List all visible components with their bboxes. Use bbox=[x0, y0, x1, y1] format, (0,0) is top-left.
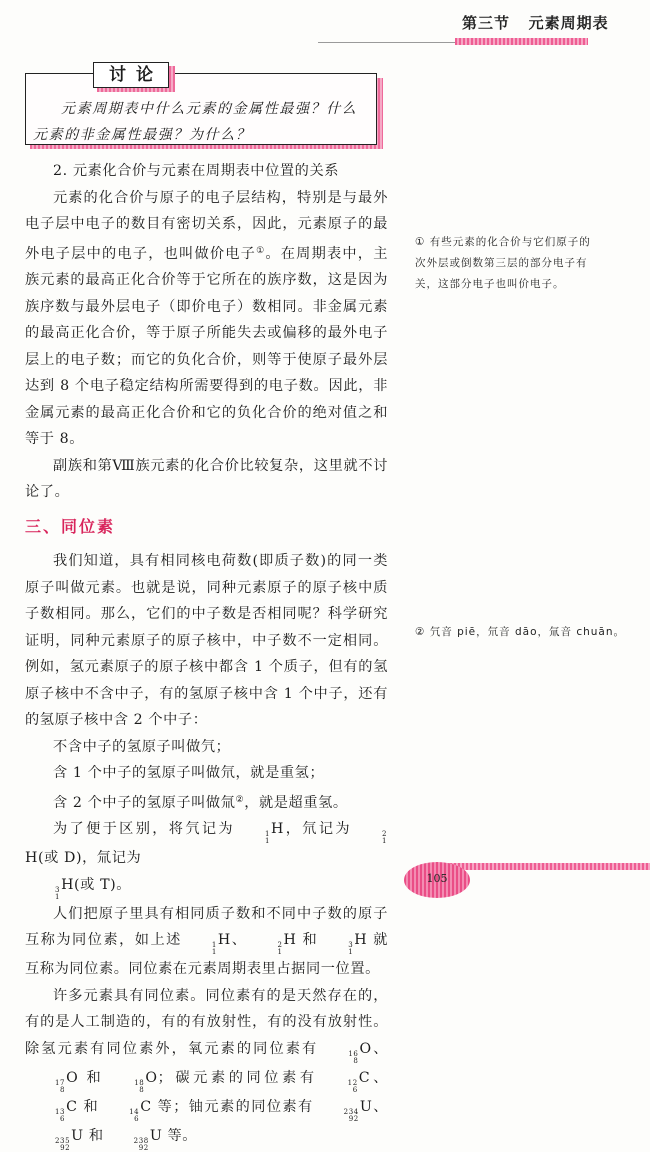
section-heading-isotopes: 三、同位素 bbox=[25, 516, 116, 536]
line-protium: 不含中子的氢原子叫做氕； bbox=[53, 738, 231, 755]
side-note-1: ① 有些元素的化合价与它们原子的次外层或倒数第三层的部分电子有关，这部分电子也叫价电子。 bbox=[415, 236, 591, 290]
paragraph-isotope-definition: 人们把原子里具有相同质子数和不同中子数的原子互称为同位素，如上述 1 1 H、 2 1 H 和 3 1 H 就互称为同位素。同位素在元素周期表里占据同一位置。 bbox=[25, 905, 389, 977]
header-divider bbox=[318, 42, 458, 43]
paragraph-notation: 为了便于区别，将氕记为 1 1 H，氘记为 2 1 H(或 D)，氚记为 3 1 H(或 T)。 bbox=[25, 821, 387, 901]
isotope-notation: 3 1 bbox=[55, 885, 61, 901]
line-tritium: 含 2 个中子的氢原子叫做氚②，就是超重氢。 bbox=[53, 794, 348, 811]
footnote-ref-1[interactable]: ① bbox=[256, 245, 266, 256]
discussion-question: 元素周期表中什么元素的金属性最强？什么元素的非金属性最强？为什么？ bbox=[33, 101, 358, 143]
paragraph-valence: 元素的化合价与原子的电子层结构，特别是与最外电子层中电子的数目有密切关系，因此，元素原子的最外电子层中的电子，也叫做价电子①。在周期表中，主族元素的最高正化合价等于它所在的族序数，这是因为族序数与最外层电子（即价电子）数相同。非金属元素的最高正化合价，等于原子所能失去或偏移的最外电子层上的电子数；而它的负化合价，则等于使原子最外层达到 8 个电子稳定结构所需要得到的电子数。因此，非金属元素的最高正化合价和它的负化合价的绝对值之和等于 8。 bbox=[25, 189, 388, 447]
page-number: 105 bbox=[404, 862, 470, 898]
header-accent-bar bbox=[455, 38, 588, 45]
discussion-tab-label: 讨论 bbox=[93, 62, 169, 88]
footnote-ref-2[interactable]: ② bbox=[235, 794, 245, 805]
paragraph-isotopes-intro: 我们知道，具有相同核电荷数(即质子数)的同一类原子叫做元素。也就是说，同种元素原子的原子核中质子数相同。那么，它们的中子数是否相同呢？科学研究证明，同种元素原子的原子核中，中子数不一定相同。例如，氢元素原子的原子核中都含 1 个质子，但有的氢原子核中不含中子，有的氢原子核中含 1 个中子，还有的氢原子核中含 2 个中子： bbox=[25, 553, 388, 728]
paragraph-many-isotopes: 许多元素具有同位素。同位素有的是天然存在的，有的是人工制造的，有的有放射性，有的没有放射性。除氢元素有同位素外，氧元素的同位素有 16 8 O、 17 8 O 和 18 8 O；碳元素的同位素有 12 6 C、 13 6 C 和 14 6 C 等；铀元素的同位素有 234 92 U、 235 92 U 和 238 92 U 等。 bbox=[25, 987, 388, 1152]
paragraph-subgroups: 副族和第Ⅷ族元素的化合价比较复杂，这里就不讨论了。 bbox=[25, 457, 388, 500]
line-deuterium: 含 1 个中子的氢原子叫做氘，就是重氢； bbox=[53, 765, 325, 781]
side-note-2: ② 氕音 piē，氘音 dāo，氚音 chuān。 bbox=[415, 626, 626, 638]
subsection-heading: 2. 元素化合价与元素在周期表中位置的关系 bbox=[53, 163, 340, 179]
main-body bbox=[25, 158, 388, 1152]
isotope-notation: 2 1 bbox=[381, 830, 387, 845]
chapter-header: 第三节 元素周期表 bbox=[462, 14, 609, 32]
isotope-notation: 1 1 bbox=[264, 830, 271, 845]
